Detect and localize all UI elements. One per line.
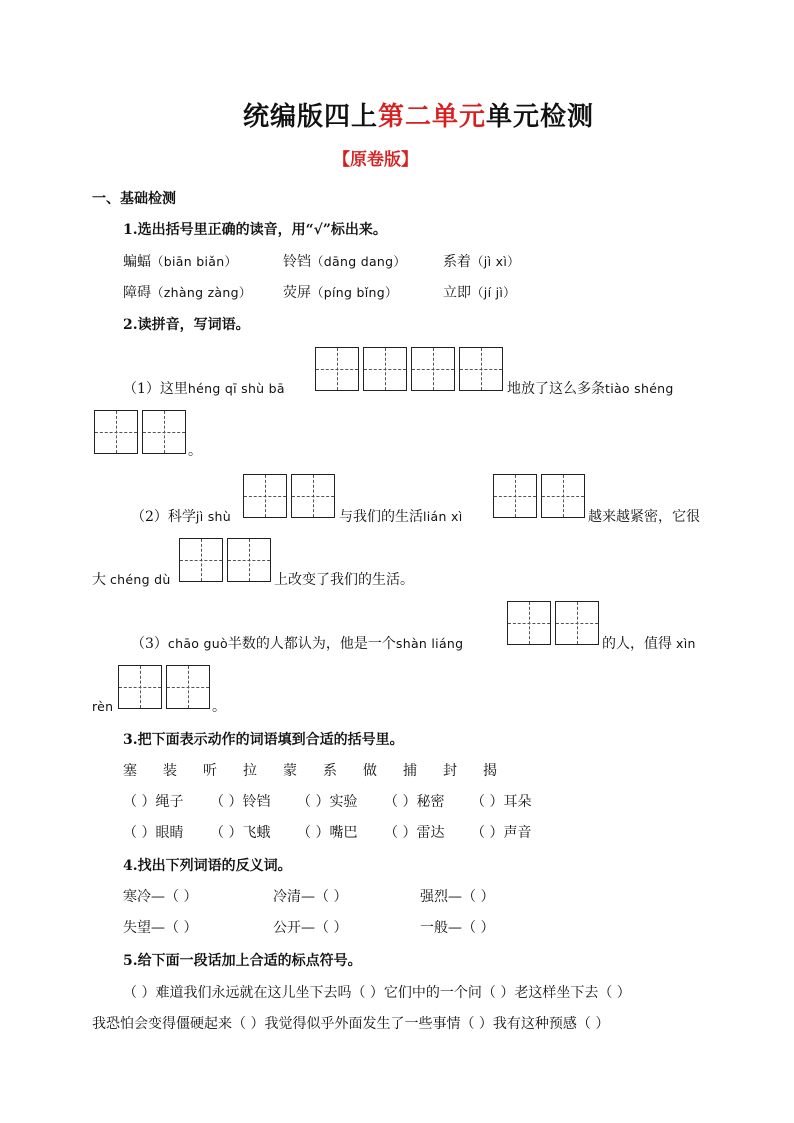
section-heading: 一、基础检测: [92, 191, 176, 207]
q1-word: 铃铛: [283, 254, 311, 270]
q2-s2-line1: [131, 510, 231, 524]
q3-blank[interactable]: （ ）雷达: [384, 825, 445, 841]
q3-word: 装: [163, 763, 177, 779]
char-box[interactable]: [493, 474, 537, 518]
q1-row2-item3: [443, 286, 516, 300]
char-box[interactable]: [94, 410, 138, 454]
q3-blank[interactable]: （ ）实验: [297, 794, 358, 810]
char-box[interactable]: [243, 474, 287, 518]
q1-row1-item2: [283, 255, 406, 269]
char-box[interactable]: [541, 474, 585, 518]
char-box[interactable]: [555, 601, 599, 645]
q3-word: 揭: [483, 763, 497, 779]
q4-blank[interactable]: 一般—（ ）: [420, 920, 495, 936]
q1-row2-item1: [123, 286, 252, 300]
question-4-heading: 4.找出下列词语的反义词。: [123, 858, 292, 874]
q2-text: 与我们的生活: [339, 509, 423, 525]
char-box[interactable]: [411, 347, 455, 391]
q2-text: 地放了这么多条: [507, 381, 605, 397]
char-box[interactable]: [507, 601, 551, 645]
question-2-heading: 2.读拼音，写词语。: [123, 317, 250, 333]
char-box[interactable]: [459, 347, 503, 391]
q1-pinyin: （zhàng zàng）: [151, 285, 252, 300]
q1-word: 障碍: [123, 285, 151, 301]
title-part1: 统编版四上: [243, 102, 379, 132]
q2-pinyin: chéng dù: [110, 572, 171, 587]
q1-pinyin: （biān biǎn）: [151, 254, 238, 269]
q3-blank[interactable]: （ ）耳朵: [471, 794, 532, 810]
q1-row1: [123, 255, 237, 269]
char-box[interactable]: [166, 665, 210, 709]
q2-text: 大: [92, 572, 106, 588]
q3-word: 系: [323, 763, 337, 779]
q4-blank[interactable]: 寒冷—（ ）: [123, 889, 198, 905]
q1-word: 荧屏: [283, 285, 311, 301]
q2-pinyin: héng qī shù bā: [187, 381, 285, 396]
title-part2: 第二单元: [378, 102, 487, 132]
char-box[interactable]: [227, 538, 271, 582]
q5-line[interactable]: 我恐怕会变得僵硬起来（ ）我觉得似乎外面发生了一些事情（ ）我有这种预感（ ）: [92, 1016, 610, 1032]
q3-blank[interactable]: （ ）秘密: [384, 794, 445, 810]
q3-word: 听: [203, 763, 217, 779]
q5-line[interactable]: （ ）难道我们永远就在这儿坐下去吗（ ）它们中的一个问（ ）老这样坐下去（ ）: [123, 985, 631, 1001]
q3-word: 拉: [243, 763, 257, 779]
q2-text: 上改变了我们的生活。: [274, 572, 414, 588]
subtitle: 【原卷版】: [333, 150, 418, 170]
q2-text: 。: [212, 699, 226, 715]
q2-pinyin: rèn: [92, 699, 114, 714]
q2-pinyin: chāo guò: [167, 636, 228, 651]
q2-s2-line1-mid: [339, 510, 462, 524]
q3-word: 做: [363, 763, 377, 779]
char-box[interactable]: [118, 665, 162, 709]
q2-pinyin: xìn: [676, 636, 696, 651]
q2-text: （2）科学: [131, 509, 196, 525]
q3-blank[interactable]: （ ）嘴巴: [297, 825, 358, 841]
q1-word: 蝙蝠: [123, 254, 151, 270]
char-box[interactable]: [291, 474, 335, 518]
q1-word: 系着: [443, 254, 471, 270]
q2-text: 越来越紧密，它很: [588, 509, 700, 525]
q2-text: 的人，值得: [602, 636, 672, 652]
question-3-heading: 3.把下面表示动作的词语填到合适的括号里。: [123, 732, 404, 748]
page-title: [243, 104, 594, 130]
q4-blank[interactable]: 冷清—（ ）: [273, 889, 348, 905]
q3-word: 捕: [403, 763, 417, 779]
char-box[interactable]: [142, 410, 186, 454]
q2-s1-line1: [123, 382, 285, 396]
q2-text: 。: [188, 443, 202, 459]
q2-s2-line2: [92, 573, 171, 587]
q3-word: 蒙: [283, 763, 297, 779]
q1-row1-item3: [443, 255, 520, 269]
q3-word: 封: [443, 763, 457, 779]
q2-s1-line1-rest: [507, 382, 674, 396]
q3-blank[interactable]: （ ）飞蛾: [210, 825, 271, 841]
q2-text: 半数的人都认为，他是一个: [227, 636, 396, 652]
q3-blank[interactable]: （ ）铃铛: [210, 794, 271, 810]
q3-word: 塞: [123, 763, 137, 779]
q1-row2-item2: [283, 286, 398, 300]
q3-blank[interactable]: （ ）绳子: [123, 794, 184, 810]
question-1-heading: 1.选出括号里正确的读音，用“√”标出来。: [123, 222, 387, 238]
q2-s3-line1-rest: [602, 637, 696, 651]
q2-pinyin: shàn liáng: [395, 636, 464, 651]
char-box[interactable]: [315, 347, 359, 391]
q1-pinyin: （píng bǐng）: [311, 285, 398, 300]
q3-blank[interactable]: （ ）眼睛: [123, 825, 184, 841]
q2-text: （3）: [131, 636, 168, 652]
q1-word: 立即: [443, 285, 471, 301]
q2-text: （1）这里: [123, 381, 188, 397]
q3-blank[interactable]: （ ）声音: [471, 825, 532, 841]
char-box[interactable]: [179, 538, 223, 582]
q1-pinyin: （dāng dang）: [311, 254, 407, 269]
q2-pinyin: lián xì: [423, 509, 463, 524]
question-5-heading: 5.给下面一段话加上合适的标点符号。: [123, 953, 362, 969]
q2-pinyin: tiào shéng: [605, 381, 674, 396]
title-part3: 单元检测: [486, 102, 595, 132]
q4-blank[interactable]: 失望—（ ）: [123, 920, 198, 936]
q1-pinyin: （jì xì）: [471, 254, 520, 269]
char-box[interactable]: [363, 347, 407, 391]
q4-blank[interactable]: 公开—（ ）: [273, 920, 348, 936]
q2-s3-line1: [131, 637, 463, 651]
q2-pinyin: jì shù: [195, 509, 231, 524]
q4-blank[interactable]: 强烈—（ ）: [420, 889, 495, 905]
q1-pinyin: （jí jì）: [471, 285, 516, 300]
